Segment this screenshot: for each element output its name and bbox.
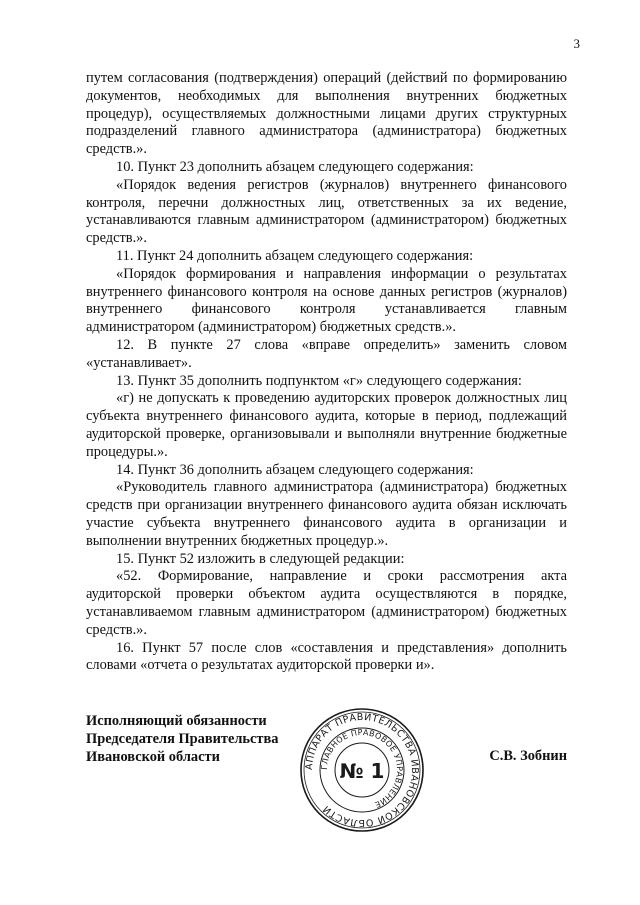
paragraph: «г) не допускать к проведению аудиторских проверок должностных лиц субъекта внутреннего финансового аудита, которые в период, подлежащий аудиторской проверке, организовывали и выполняли внутренние бюджетные процедуры.». [86,390,567,460]
paragraph: 13. Пункт 35 дополнить подпунктом «г» следующего содержания: [116,372,522,389]
signer-title [86,712,316,766]
paragraph: «Порядок формирования и направления информации о результатах внутреннего финансового контроля на основе данных регистров (журналов) внутреннего финансового контроля устанавливается главным администратором (администратором) бюджетных средств.». [86,265,567,336]
paragraph: «52. Формирование, направление и сроки рассмотрения акта аудиторской проверки объектом аудита осуществляются в порядке, устанавливаемом главным администратором (администратором) бюджетных средств.». [86,568,567,638]
paragraph: 16. Пункт 57 после слов «составления и представления» дополнить словами «отчета о результатах аудиторской проверки и». [86,639,567,674]
paragraph: 10. Пункт 23 дополнить абзацем следующего содержания: [116,158,474,175]
signature-block [86,707,567,837]
paragraph: 14. Пункт 36 дополнить абзацем следующего содержания: [116,461,474,478]
signer-title-line: Исполняющий обязанности [86,713,267,729]
signer-name: С.В. Зобнин [489,748,567,764]
svg-text:ГЛАВНОЕ ПРАВОВОЕ УПРАВЛЕНИЕ: ГЛАВНОЕ ПРАВОВОЕ УПРАВЛЕНИЕ [319,727,405,810]
paragraph: «Порядок ведения регистров (журналов) внутреннего финансового контроля, перечни должностных лиц, ответственных за их ведение, устанавливаются главным администратором (администратором) бюджетных средств.». [86,176,567,247]
paragraph: 11. Пункт 24 дополнить абзацем следующего содержания: [116,247,474,264]
paragraph: «Руководитель главного администратора (администратора) бюджетных средств при организации внутреннего финансового аудита обязан исключать участие субъекта внутреннего финансового аудита в организации и выполнении внутренних бюджетных процедур.». [86,479,567,549]
svg-text:№ 1: № 1 [339,759,385,783]
page-number: 3 [573,36,580,51]
document-body [86,70,567,675]
signer-title-line: Ивановской области [86,749,220,765]
paragraph: 12. В пункте 27 слова «вправе определить» заменить словом «устанавливает». [86,336,567,371]
svg-text:АППАРАТ ПРАВИТЕЛЬСТВА ИВАНОВСК: АППАРАТ ПРАВИТЕЛЬСТВА ИВАНОВСКОЙ ОБЛАСТИ [303,711,421,829]
paragraph: путем согласования (подтверждения) операций (действий по формированию документов, необходимых для выполнения внутренних бюджетных процедур), осуществляемых должностными лицами других структурных подразделений главного администратора (администратора) бюджетных средств.». [86,70,567,158]
paragraph: 15. Пункт 52 изложить в следующей редакции: [116,550,405,567]
official-stamp [299,707,425,833]
signer-title-line: Председателя Правительства [86,731,279,747]
